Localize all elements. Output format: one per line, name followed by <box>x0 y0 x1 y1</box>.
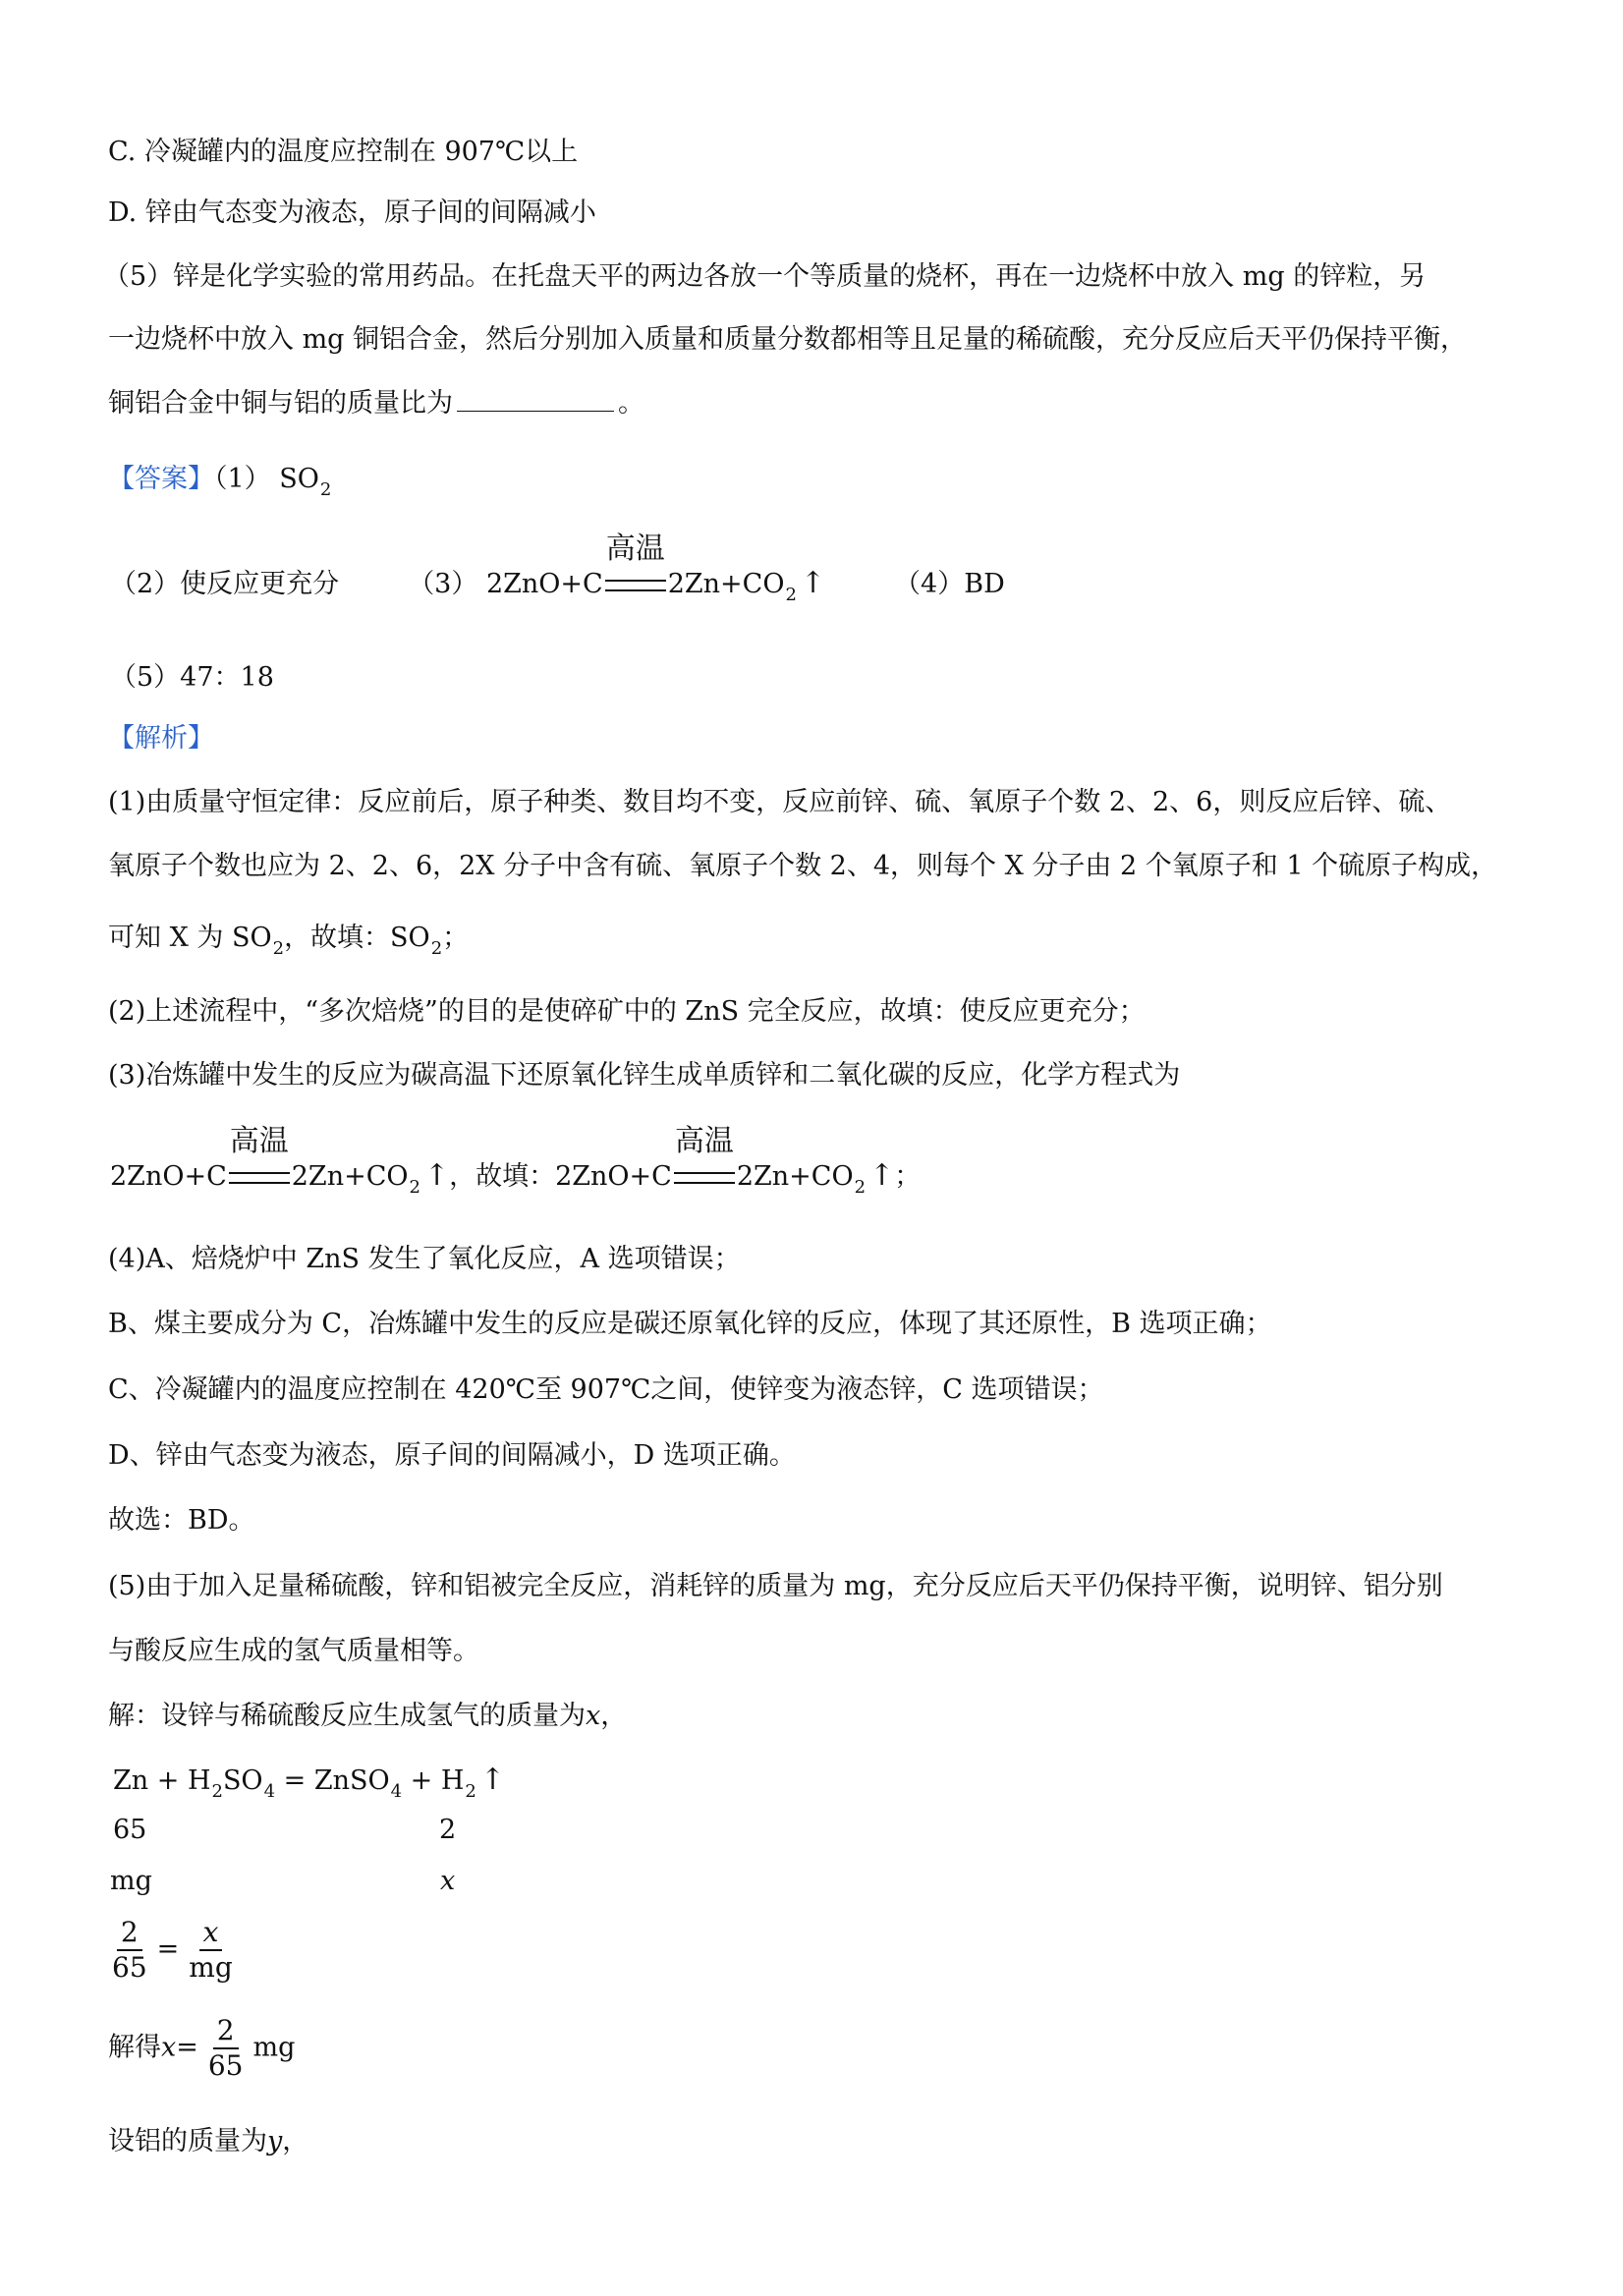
analysis-p1-line-1: (1)由质量守恒定律：反应前后，原子种类、数目均不变，反应前锌、硫、氧原子个数 2、2、6，则反应后锌、硫、 <box>108 787 1452 817</box>
reaction-equation: $Zn + H_2SO_4$ = ZnSO$_4$ + $H_2$ ↑ <box>113 1763 505 1802</box>
aluminum-line: 设铝的质量为y， <box>108 2126 309 2156</box>
gas-arrow-icon: ↑ <box>479 1763 505 1797</box>
high-temperature-equals-sign: 高温 <box>605 565 666 604</box>
molar-mass-zn: 65 <box>113 1815 147 1845</box>
answer-line-1: 【答案】（1） $SO_2$ <box>108 464 332 500</box>
analysis-p1-line-3: 可知 X 为 $SO_2$，故填：$SO_2$； <box>108 923 470 959</box>
analysis-p3-line-1: (3)冶炼罐中发生的反应为碳高温下还原氧化锌生成单质锌和二氧化碳的反应，化学方程式为 <box>108 1060 1181 1091</box>
answer-blank <box>457 385 614 412</box>
analysis-p4-line-2: B、煤主要成分为 C，冶炼罐中发生的反应是碳还原氧化锌的反应，体现了其还原性，B 选项正确； <box>108 1309 1272 1339</box>
molar-mass-h2: 2 <box>439 1815 457 1845</box>
mass-h2: x <box>440 1866 456 1896</box>
answer-line-3: （5）47：18 <box>110 662 274 693</box>
analysis-p2: (2)上述流程中，“多次焙烧”的目的是使碎矿中的 ZnS 完全反应，故填：使反应更充分； <box>108 996 1146 1027</box>
mass-zn: mg <box>110 1866 152 1896</box>
analysis-tag: 【解析】 <box>108 723 214 754</box>
solution-line: 解得x= $\frac{2}{65}$ mg <box>108 2014 296 2082</box>
question-5-line-3: 铜铝合金中铜与铝的质量比为 。 <box>108 384 644 423</box>
question-5-line-2: 一边烧杯中放入 mg 铜铝合金，然后分别加入质量和质量分数都相等且足量的稀硫酸，充分反应后天平仍保持平衡， <box>108 324 1468 355</box>
answer-tag: 【答案】 <box>108 464 214 494</box>
fraction: $\frac{2}{65}$ <box>207 2014 244 2082</box>
answer-line-2: （2）使反应更充分 （3） 2ZnO+C 高温 $2Zn+CO_2$ ↑ （4）BD <box>110 532 1005 605</box>
option-d: D. 锌由气态变为液态，原子间的间隔减小 <box>108 197 596 228</box>
high-temperature-equals-sign: 高温 <box>229 1157 290 1197</box>
analysis-p4-line-4: D、锌由气态变为液态，原子间的间隔减小，D 选项正确。 <box>108 1440 796 1471</box>
gas-arrow-icon: ↑ <box>800 566 826 600</box>
analysis-p1-line-2: 氧原子个数也应为 2、2、6，2X 分子中含有硫、氧原子个数 2、4，则每个 X 分子由 2 个氧原子和 1 个硫原子构成， <box>108 851 1498 881</box>
gas-arrow-icon: ↑ <box>869 1158 895 1193</box>
high-temperature-equals-sign: 高温 <box>674 1157 735 1197</box>
analysis-p4-line-5: 故选：BD。 <box>108 1505 255 1536</box>
option-c: C. 冷凝罐内的温度应控制在 907℃以上 <box>108 137 579 167</box>
analysis-p5-line-2: 与酸反应生成的氢气质量相等。 <box>108 1636 479 1666</box>
ratio-equation: $\frac{2}{65}$ = $\frac{x}{mg}$ <box>102 1916 243 1985</box>
analysis-p4-line-3: C、冷凝罐内的温度应控制在 420℃至 907℃之间，使锌变为液态锌，C 选项错误； <box>108 1374 1104 1405</box>
gas-arrow-icon: ↑ <box>423 1158 450 1193</box>
fraction: $\frac{2}{65}$ <box>112 1916 147 1984</box>
analysis-p3-equation-line: 2ZnO+C 高温 $2Zn+CO_2$ ↑，故填：2ZnO+C 高温 $2Zn+CO_2$ ↑； <box>110 1124 922 1198</box>
analysis-p5-line-1: (5)由于加入足量稀硫酸，锌和铝被完全反应，消耗锌的质量为 mg，充分反应后天平仍保持平衡，说明锌、铝分别 <box>108 1571 1443 1601</box>
fraction: $\frac{x}{mg}$ <box>189 1916 233 1984</box>
question-5-line-1: （5）锌是化学实验的常用药品。在托盘天平的两边各放一个等质量的烧杯，再在一边烧杯中放入 mg 的锌粒，另 <box>103 261 1427 292</box>
analysis-p4-line-1: (4)A、焙烧炉中 ZnS 发生了氧化反应，A 选项错误； <box>108 1244 741 1274</box>
analysis-p5-line-3: 解：设锌与稀硫酸反应生成氢气的质量为x， <box>108 1701 628 1731</box>
